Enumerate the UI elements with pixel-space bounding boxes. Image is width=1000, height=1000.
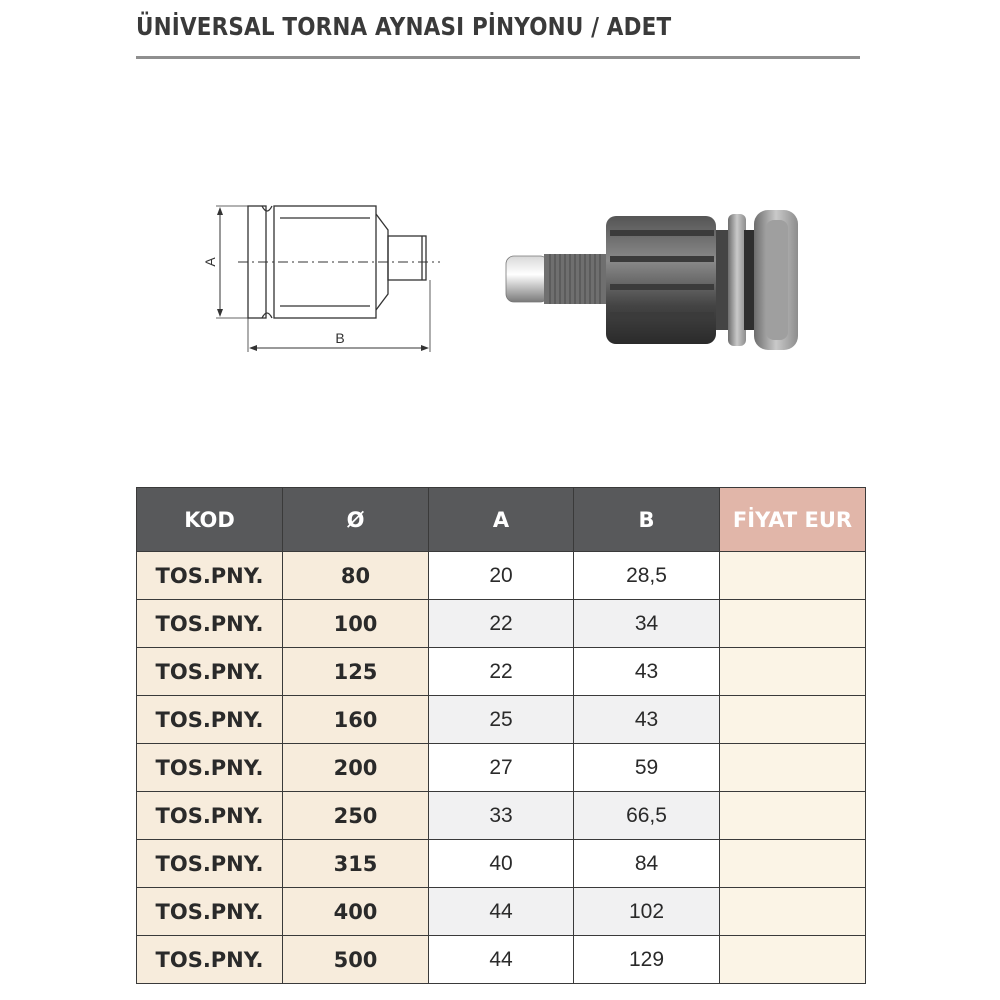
table-row — [137, 744, 866, 792]
pinion-spec-table — [136, 487, 866, 984]
dimension-b-label: B — [335, 330, 345, 346]
cell-price — [720, 936, 866, 984]
cell-kod: TOS.PNY. — [137, 600, 283, 648]
cell-diameter: 400 — [283, 888, 429, 936]
cell-a: 44 — [429, 888, 574, 936]
cell-kod: TOS.PNY. — [137, 936, 283, 984]
table-row — [137, 936, 866, 984]
cell-b: 66,5 — [574, 792, 720, 840]
table-row — [137, 696, 866, 744]
header-kod: KOD — [137, 488, 283, 552]
table-header-row — [137, 488, 866, 552]
cell-b: 43 — [574, 696, 720, 744]
title-divider — [136, 56, 860, 59]
table-row — [137, 792, 866, 840]
header-diameter: Ø — [283, 488, 429, 552]
pinion-technical-drawing — [190, 190, 450, 365]
cell-diameter: 100 — [283, 600, 429, 648]
cell-a: 22 — [429, 600, 574, 648]
cell-b: 84 — [574, 840, 720, 888]
table-row — [137, 552, 866, 600]
cell-price — [720, 744, 866, 792]
cell-diameter: 315 — [283, 840, 429, 888]
cell-kod: TOS.PNY. — [137, 744, 283, 792]
cell-price — [720, 552, 866, 600]
header-b: B — [574, 488, 720, 552]
table-row — [137, 600, 866, 648]
dimension-a-label: A — [202, 257, 218, 267]
cell-diameter: 160 — [283, 696, 429, 744]
cell-a: 44 — [429, 936, 574, 984]
cell-b: 129 — [574, 936, 720, 984]
cell-kod: TOS.PNY. — [137, 552, 283, 600]
cell-price — [720, 840, 866, 888]
cell-kod: TOS.PNY. — [137, 696, 283, 744]
cell-price — [720, 696, 866, 744]
header-a: A — [429, 488, 574, 552]
cell-a: 22 — [429, 648, 574, 696]
cell-a: 25 — [429, 696, 574, 744]
cell-a: 20 — [429, 552, 574, 600]
cell-a: 40 — [429, 840, 574, 888]
cell-kod: TOS.PNY. — [137, 840, 283, 888]
cell-price — [720, 648, 866, 696]
cell-b: 28,5 — [574, 552, 720, 600]
cell-diameter: 80 — [283, 552, 429, 600]
cell-a: 27 — [429, 744, 574, 792]
cell-diameter: 200 — [283, 744, 429, 792]
table-row — [137, 648, 866, 696]
cell-price — [720, 600, 866, 648]
page-title: ÜNİVERSAL TORNA AYNASI PİNYONU / ADET — [136, 12, 672, 41]
cell-a: 33 — [429, 792, 574, 840]
cell-b: 59 — [574, 744, 720, 792]
cell-diameter: 500 — [283, 936, 429, 984]
cell-price — [720, 792, 866, 840]
cell-b: 43 — [574, 648, 720, 696]
cell-b: 34 — [574, 600, 720, 648]
table-row — [137, 840, 866, 888]
pinion-product-photo — [500, 200, 810, 360]
cell-kod: TOS.PNY. — [137, 792, 283, 840]
cell-diameter: 250 — [283, 792, 429, 840]
cell-price — [720, 888, 866, 936]
cell-diameter: 125 — [283, 648, 429, 696]
table-row — [137, 888, 866, 936]
cell-kod: TOS.PNY. — [137, 888, 283, 936]
cell-b: 102 — [574, 888, 720, 936]
cell-kod: TOS.PNY. — [137, 648, 283, 696]
header-price-eur: FİYAT EUR — [720, 488, 866, 552]
